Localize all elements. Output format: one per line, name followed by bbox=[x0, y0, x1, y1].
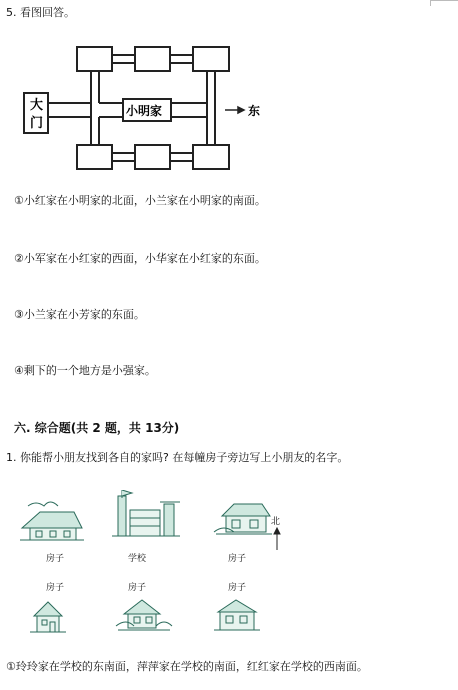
statement-1: ①小红家在小明家的北面，小兰家在小明家的南面。 bbox=[14, 194, 266, 207]
bottom-row-illustrations bbox=[0, 596, 458, 646]
statement-3: ③小兰家在小芳家的东面。 bbox=[14, 308, 145, 321]
house-illustration-bottom-left bbox=[30, 602, 66, 632]
page-corner-tick bbox=[430, 0, 431, 6]
bottom-label-middle: 房子 bbox=[128, 583, 147, 593]
east-label: 东 bbox=[248, 104, 261, 118]
top-row-illustrations bbox=[0, 490, 458, 560]
house-illustration-bottom-right bbox=[214, 600, 260, 630]
gate-label-1: 大 bbox=[30, 98, 44, 113]
top-label-middle: 学校 bbox=[128, 554, 147, 564]
house-box-bottom-right bbox=[193, 145, 229, 169]
house-illustration-top-left bbox=[20, 502, 84, 540]
gate-label-2: 门 bbox=[30, 116, 44, 131]
house-illustration-top-right bbox=[214, 504, 272, 534]
statement-2: ②小军家在小红家的西面，小华家在小红家的东面。 bbox=[14, 252, 266, 265]
top-label-left: 房子 bbox=[46, 554, 65, 564]
house-box-bottom-left bbox=[77, 145, 112, 169]
question-1-statement: ①玲玲家在学校的东南面，萍萍家在学校的南面，红红家在学校的西南面。 bbox=[6, 660, 368, 673]
page-corner-mark bbox=[430, 0, 458, 1]
house-box-top-right bbox=[193, 47, 229, 71]
house-box-bottom-middle bbox=[135, 145, 170, 169]
statement-4: ④剩下的一个地方是小强家。 bbox=[14, 364, 156, 377]
bottom-label-right: 房子 bbox=[228, 583, 247, 593]
east-arrow-icon bbox=[225, 107, 244, 113]
top-label-right: 房子 bbox=[228, 554, 247, 564]
section-6-heading: 六. 综合题(共 2 题，共 13分) bbox=[14, 421, 180, 435]
house-box-top-left bbox=[77, 47, 112, 71]
north-arrow-icon bbox=[274, 528, 280, 550]
house-illustration-bottom-middle bbox=[116, 600, 172, 630]
north-label: 北 bbox=[271, 517, 281, 527]
question-5-title: 5. 看图回答。 bbox=[6, 6, 75, 19]
bottom-label-left: 房子 bbox=[46, 583, 65, 593]
house-box-top-middle bbox=[135, 47, 170, 71]
xiaoming-home-label: 小明家 bbox=[126, 104, 163, 118]
school-illustration bbox=[112, 490, 180, 536]
question-1-prompt: 1. 你能帮小朋友找到各自的家吗? 在每幢房子旁边写上小朋友的名字。 bbox=[6, 451, 349, 464]
neighborhood-map bbox=[0, 25, 458, 215]
